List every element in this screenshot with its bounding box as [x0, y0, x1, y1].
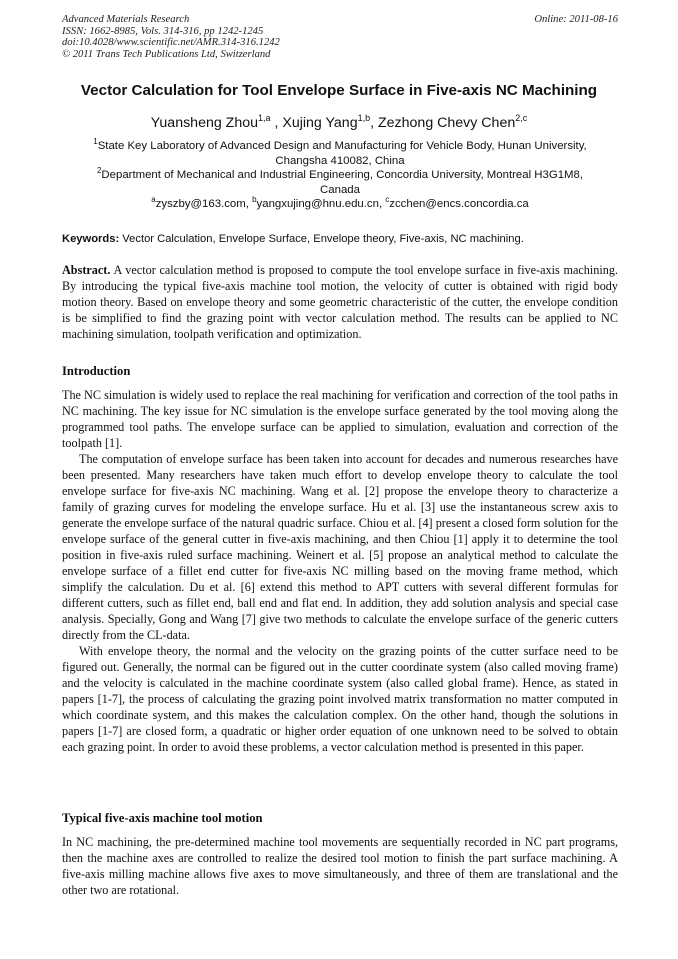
author-name: Xujing Yang	[282, 115, 358, 131]
section-heading-machine-tool-motion: Typical five-axis machine tool motion	[62, 811, 263, 825]
email-mark: c	[385, 195, 390, 204]
email-mark: a	[151, 195, 156, 204]
keywords-label: Keywords:	[62, 233, 120, 245]
journal-header	[62, 14, 618, 60]
paper-title: Vector Calculation for Tool Envelope Surface in Five-axis NC Machining	[80, 82, 598, 99]
affiliation-1	[62, 139, 618, 168]
author-affiliation-mark: 1,b	[357, 113, 371, 123]
abstract	[62, 262, 618, 342]
author-affiliation-mark: 2,c	[515, 113, 528, 123]
paragraph: The NC simulation is widely used to replace the real machining for verification and correction of the tool paths in NC machining. The key issue for NC simulation is the envelope surface generated by the tool moving along the programmed tool paths. The envelope surface can be applied to simulation, evaluation and correction of the toolpath [1].	[62, 388, 618, 450]
author-separator: ,	[370, 115, 378, 131]
keywords	[62, 232, 618, 246]
affiliation-mark: 2	[96, 166, 102, 175]
author-separator: ,	[270, 115, 283, 131]
author-list	[40, 114, 638, 132]
keywords-text: Vector Calculation, Envelope Surface, Envelope theory, Five-axis, NC machining.	[119, 233, 524, 245]
affiliation-text: Department of Mechanical and Industrial Engineering, Concordia University, Montreal H3G1M8,	[101, 169, 584, 181]
affiliation-2	[62, 168, 618, 197]
paragraph: The computation of envelope surface has been taken into account for decades and numerous researches have been presented. Many researchers have taken much effort to develop envelope theory to calculate the tool envelope surface for five-axis NC machining. Wang et al. [2] propose the envelope theory to characterize a family of grazing curves for modeling the envelope surface. Hu et al. [3] use the instantaneous screw axis to generate the envelope surface of the natural quadric surface. Chiou et al. [4] present a closed form solution for the envelope surface of the general cutter in five-axis machining, and then Chiou [1] apply it to determine the tool position in five-axis ruled surface machining. Weinert et al. [5] propose an analytical method to calculate the envelope surface of a fillet end cutter for five-axis NC milling based on the moving frame method, which simplify the calculation. Du et al. [6] extend this method to APT cutters with several different formulas for different cutters, such as fillet end, ball end and flat end. In addition, they add solution analysis and special case analysis. Specially, Gong and Wang [7] give two methods to calculate the envelope surface of the generic cutters directly from the CL-data.	[62, 452, 618, 642]
paragraph: In NC machining, the pre-determined machine tool movements are sequentially recorded in NC part programs, then the machine axes are controlled to realize the desired tool motion to finish the part surface machining. A five-axis milling machine allows five axes to move simultaneously, and three of them are translational and the other two are rotational.	[62, 835, 618, 897]
doi-line: doi:10.4028/www.scientific.net/AMR.314-316.1242	[62, 37, 280, 49]
copyright-line: © 2011 Trans Tech Publications Ltd, Switzerland	[62, 48, 271, 60]
author-emails	[62, 197, 618, 212]
affiliation-text: Canada	[320, 183, 360, 196]
email-link: zyszby@163.com,	[155, 198, 253, 210]
paragraph: With envelope theory, the normal and the velocity on the grazing points of the cutter surface need to be figured out. Generally, the normal can be figured out in the cutter coordinate system (also called moving frame) and the velocity is calculated in the machine coordinate system (also called global frame). Hence, as stated in papers [1-7], the process of calculating the grazing point involved matrix transformation no matter computed in which coordinate system, and this makes the calculation complex. On the other hand, though the solutions in papers [1-7] are closed form, a quadratic or higher order equation of one unknown need to be solved to obtain each grazing point. In order to avoid these problems, a vector calculation method is presented in this paper.	[62, 644, 618, 754]
section-body	[62, 834, 618, 898]
abstract-text: A vector calculation method is proposed to compute the tool envelope surface in five-axis machining. By introducing the typical five-axis machine tool motion, the velocity of cutter is obtained with rigid body motion theory. Based on envelope theory and some geometric characteristic of the cutter, the envelope condition is be simplified to find the grazing point with vector calculation method. The results can be applied to NC machining simulation, toolpath verification and optimization.	[62, 263, 618, 341]
author-affiliation-mark: 1,a	[258, 113, 271, 123]
affiliation-text: State Key Laboratory of Advanced Design and Manufacturing for Vehicle Body, Hunan University,	[97, 140, 587, 152]
affiliation-text: Changsha 410082, China	[275, 154, 405, 167]
email-link: yangxujing@hnu.edu.cn,	[256, 198, 386, 210]
email-mark: b	[252, 195, 257, 204]
author-name: Yuansheng Zhou	[150, 115, 259, 131]
abstract-label: Abstract.	[62, 263, 111, 277]
section-heading-introduction: Introduction	[62, 364, 131, 378]
online-date: Online: 2011-08-16	[534, 14, 618, 25]
author-name: Zezhong Chevy Chen	[378, 115, 516, 131]
introduction-body	[62, 387, 618, 755]
email-link: zcchen@encs.concordia.ca	[389, 198, 529, 210]
affiliation-mark: 1	[93, 137, 98, 146]
journal-name: Advanced Materials Research	[62, 14, 190, 25]
issn-line: ISSN: 1662-8985, Vols. 314-316, pp 1242-1245	[62, 25, 264, 37]
